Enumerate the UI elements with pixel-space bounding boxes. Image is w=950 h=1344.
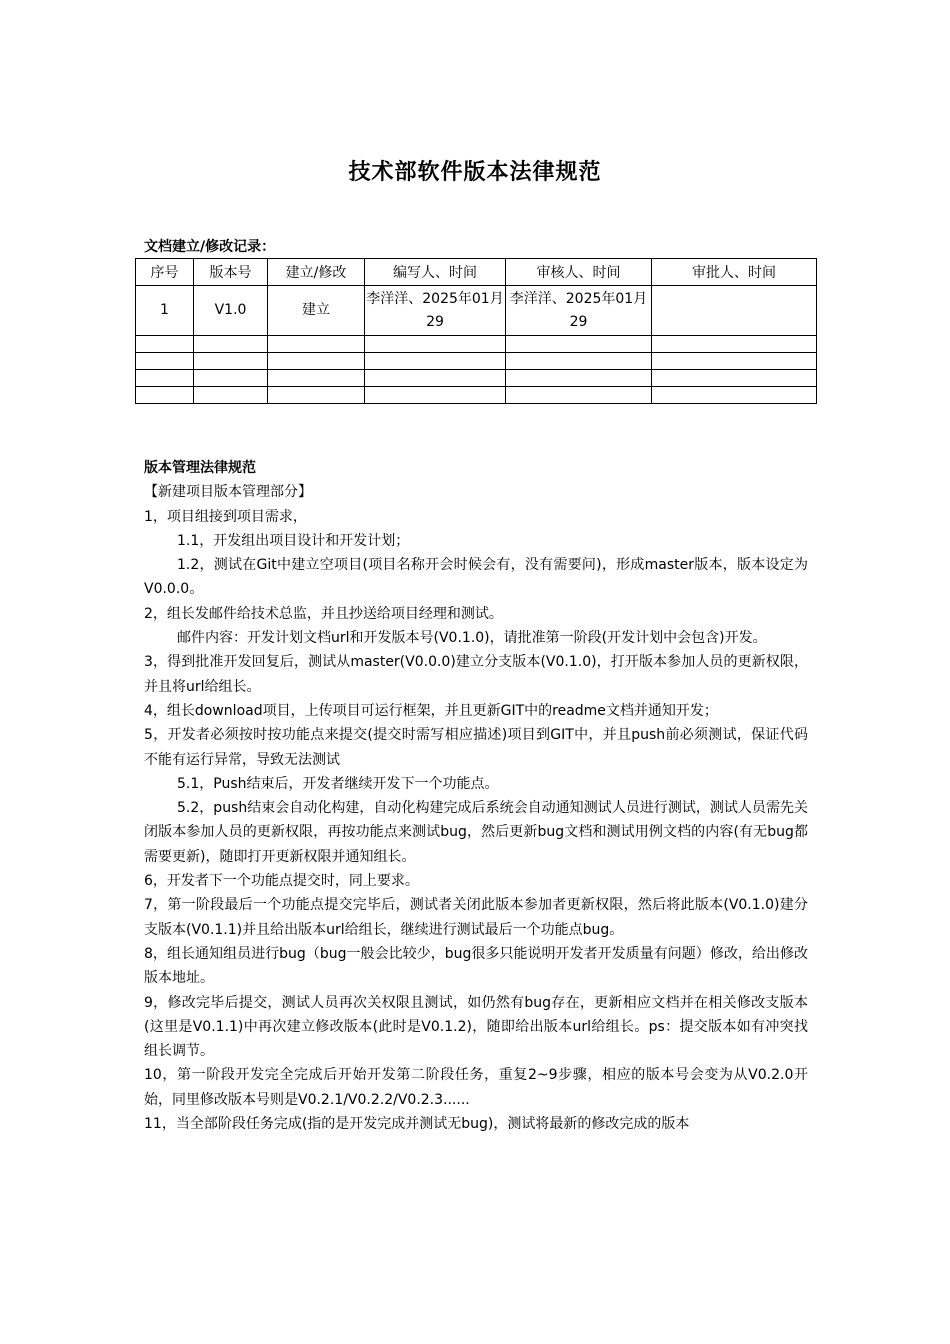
record-label: 文档建立/修改记录：	[144, 239, 276, 255]
paragraph: 5.1，Push结束后，开发者继续开发下一个功能点。	[177, 775, 499, 792]
empty-row	[136, 353, 817, 370]
section-heading: 版本管理法律规范	[144, 460, 256, 476]
cell-approver	[652, 286, 817, 336]
header-version: 版本号	[194, 259, 268, 286]
header-reviewer: 审核人、时间	[506, 259, 652, 286]
cell-version: V1.0	[194, 286, 268, 336]
paragraph: 邮件内容：开发计划文档url和开发版本号(V0.1.0)，请批准第一阶段(开发计划中会包含)开发。	[177, 630, 767, 647]
cell-action: 建立	[268, 286, 365, 336]
table-header-row	[136, 259, 817, 286]
empty-row	[136, 370, 817, 387]
section-body	[144, 456, 808, 1136]
revision-record-table	[135, 258, 817, 404]
paragraph: 5，开发者必须按时按功能点来提交(提交时需写相应描述)项目到GIT中，并且push前必须测试，保证代码不能有运行异常，导致无法测试	[144, 727, 808, 768]
header-index: 序号	[136, 259, 194, 286]
paragraph: 9，修改完毕后提交，测试人员再次关权限且测试，如仍然有bug存在，更新相应文档并在相关修改支版本(这里是V0.1.1)中再次建立修改版本(此时是V0.1.2)，随即给出版本url给组长。ps：提交版本如有冲突找组长调节。	[144, 994, 808, 1060]
paragraph: 11，当全部阶段任务完成(指的是开发完成并测试无bug)，测试将最新的修改完成的版本	[144, 1116, 690, 1133]
table-row	[136, 286, 817, 336]
header-action: 建立/修改	[268, 259, 365, 286]
paragraph: 3，得到批准开发回复后，测试从master(V0.0.0)建立分支版本(V0.1.0)，打开版本参加人员的更新权限，并且将url给组长。	[144, 654, 808, 695]
cell-author: 李洋洋、2025年01月29	[365, 286, 506, 336]
paragraph: 1.1，开发组出项目设计和开发计划；	[177, 532, 410, 549]
paragraph: 6，开发者下一个功能点提交时，同上要求。	[144, 873, 419, 890]
cell-index: 1	[136, 286, 194, 336]
section-subheading: 【新建项目版本管理部分】	[144, 484, 312, 501]
empty-row	[136, 336, 817, 353]
cell-reviewer: 李洋洋、2025年01月29	[506, 286, 652, 336]
header-author: 编写人、时间	[365, 259, 506, 286]
paragraph: 4，组长download项目，上传项目可运行框架，并且更新GIT中的readme文档并通知开发；	[144, 702, 718, 719]
paragraph: 10，第一阶段开发完全完成后开始开发第二阶段任务，重复2~9步骤，相应的版本号会变为从V0.2.0开始，同里修改版本号则是V0.2.1/V0.2.2/V0.2.3......	[144, 1067, 808, 1108]
paragraph: 5.2，push结束会自动化构建，自动化构建完成后系统会自动通知测试人员进行测试，测试人员需先关闭版本参加人员的更新权限，再按功能点来测试bug，然后更新bug文档和测试用例文档的内容(有无bug都需要更新)，随即打开更新权限并通知组长。	[144, 800, 808, 865]
document-title: 技术部软件版本法律规范	[348, 160, 602, 185]
paragraph: 8，组长通知组员进行bug（bug一般会比较少，bug很多只能说明开发者开发质量有问题）修改，给出修改版本地址。	[144, 945, 808, 987]
empty-row	[136, 387, 817, 404]
header-approver: 审批人、时间	[652, 259, 817, 286]
paragraph: 1，项目组接到项目需求，	[144, 508, 307, 525]
paragraph: 2，组长发邮件给技术总监，并且抄送给项目经理和测试。	[144, 605, 503, 622]
paragraph: 1.2，测试在Git中建立空项目(项目名称开会时候会有，没有需要问)，形成master版本，版本设定为V0.0.0。	[144, 557, 808, 598]
paragraph: 7，第一阶段最后一个功能点提交完毕后，测试者关闭此版本参加者更新权限，然后将此版本(V0.1.0)建分支版本(V0.1.1)并且给出版本url给组长，继续进行测试最后一个功能点bug。	[144, 897, 808, 938]
